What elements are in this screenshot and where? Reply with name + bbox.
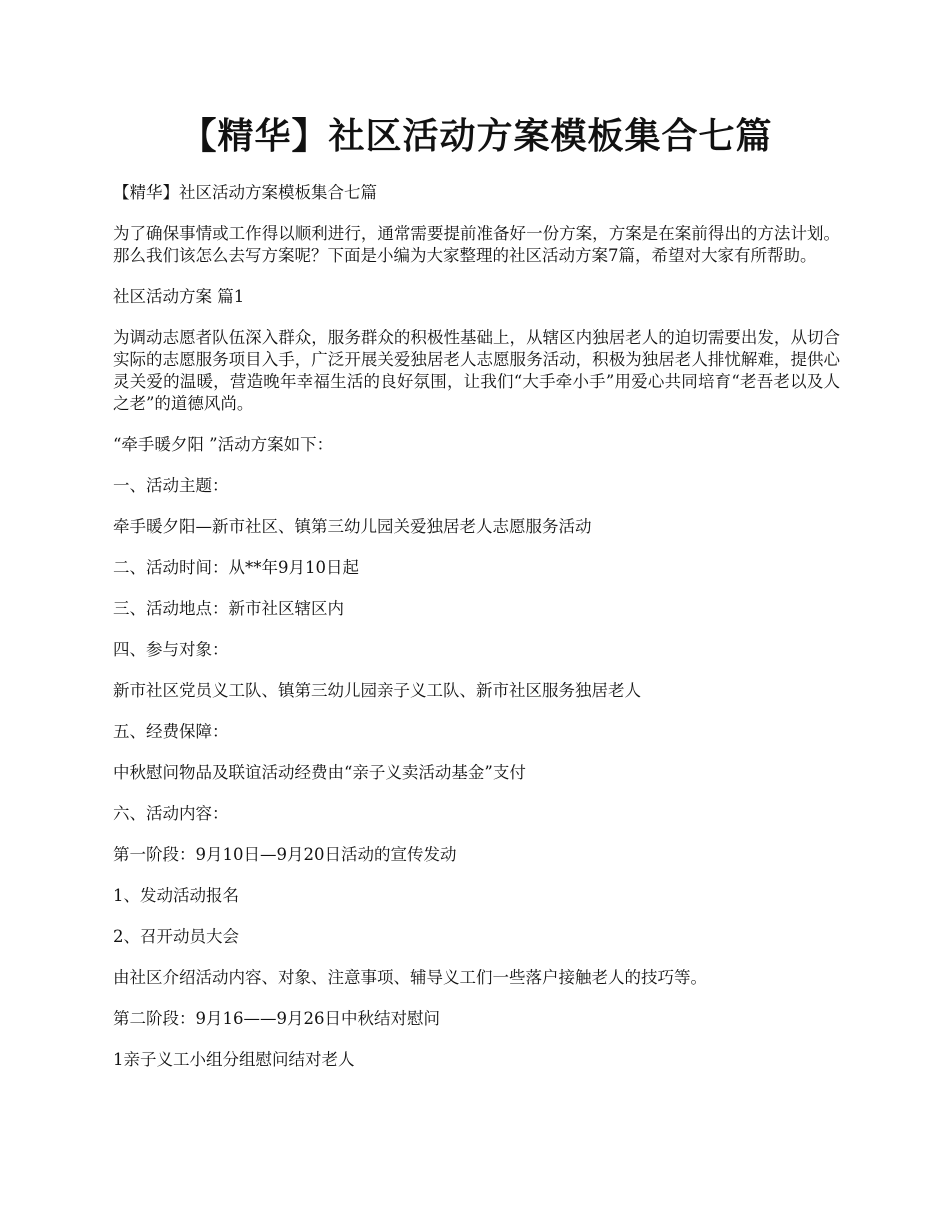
paragraph-purpose: 为调动志愿者队伍深入群众，服务群众的积极性基础上，从辖区内独居老人的迫切需要出发，从切合实际的志愿服务项目入手，广泛开展关爱独居老人志愿服务活动，积极为独居老人排忧解难，提供心灵关爱的温暖，营造晚年幸福生活的良好氛围，让我们“大手牵小手”用爱心共同培育“老吾老以及人之老”的道德风尚。 bbox=[113, 328, 840, 413]
paragraph-plan-intro: “牵手暖夕阳 ”活动方案如下： bbox=[113, 435, 334, 454]
paragraph-time: 二、活动时间：从**年9月10日起 bbox=[113, 558, 359, 577]
paragraph-phase-two: 第二阶段：9月16——9月26日中秋结对慰问 bbox=[113, 1009, 440, 1028]
paragraph-step-1: 1、发动活动报名 bbox=[113, 886, 239, 905]
paragraph-subtitle: 【精华】社区活动方案模板集合七篇 bbox=[113, 183, 377, 202]
paragraph-intro: 为了确保事情或工作得以顺利进行，通常需要提前准备好一份方案，方案是在案前得出的方法计划。那么我们该怎么去写方案呢？下面是小编为大家整理的社区活动方案7篇，希望对大家有所帮助。 bbox=[113, 224, 840, 265]
paragraph-participants-heading: 四、参与对象： bbox=[113, 640, 229, 659]
paragraph-theme: 牵手暖夕阳—新市社区、镇第三幼儿园关爱独居老人志愿服务活动 bbox=[113, 517, 592, 536]
paragraph-section-heading: 社区活动方案 篇1 bbox=[113, 287, 245, 306]
paragraph-visit: 1亲子义工小组分组慰问结对老人 bbox=[113, 1050, 355, 1069]
paragraph-participants: 新市社区党员义工队、镇第三幼儿园亲子义工队、新市社区服务独居老人 bbox=[113, 681, 641, 700]
document-title: 【精华】社区活动方案模板集合七篇 bbox=[180, 116, 773, 157]
paragraph-step-2: 2、召开动员大会 bbox=[113, 927, 239, 946]
paragraph-briefing: 由社区介绍活动内容、对象、注意事项、辅导义工们一些落户接触老人的技巧等。 bbox=[113, 968, 707, 987]
paragraph-location: 三、活动地点：新市社区辖区内 bbox=[113, 599, 344, 618]
paragraph-content-heading: 六、活动内容： bbox=[113, 804, 229, 823]
paragraph-theme-heading: 一、活动主题： bbox=[113, 476, 229, 495]
document-page bbox=[113, 112, 840, 1090]
paragraph-funding: 中秋慰问物品及联谊活动经费由“亲子义卖活动基金”支付 bbox=[113, 763, 526, 782]
paragraph-funding-heading: 五、经费保障： bbox=[113, 722, 229, 741]
paragraph-phase-one: 第一阶段：9月10日—9月20日活动的宣传发动 bbox=[113, 845, 457, 864]
